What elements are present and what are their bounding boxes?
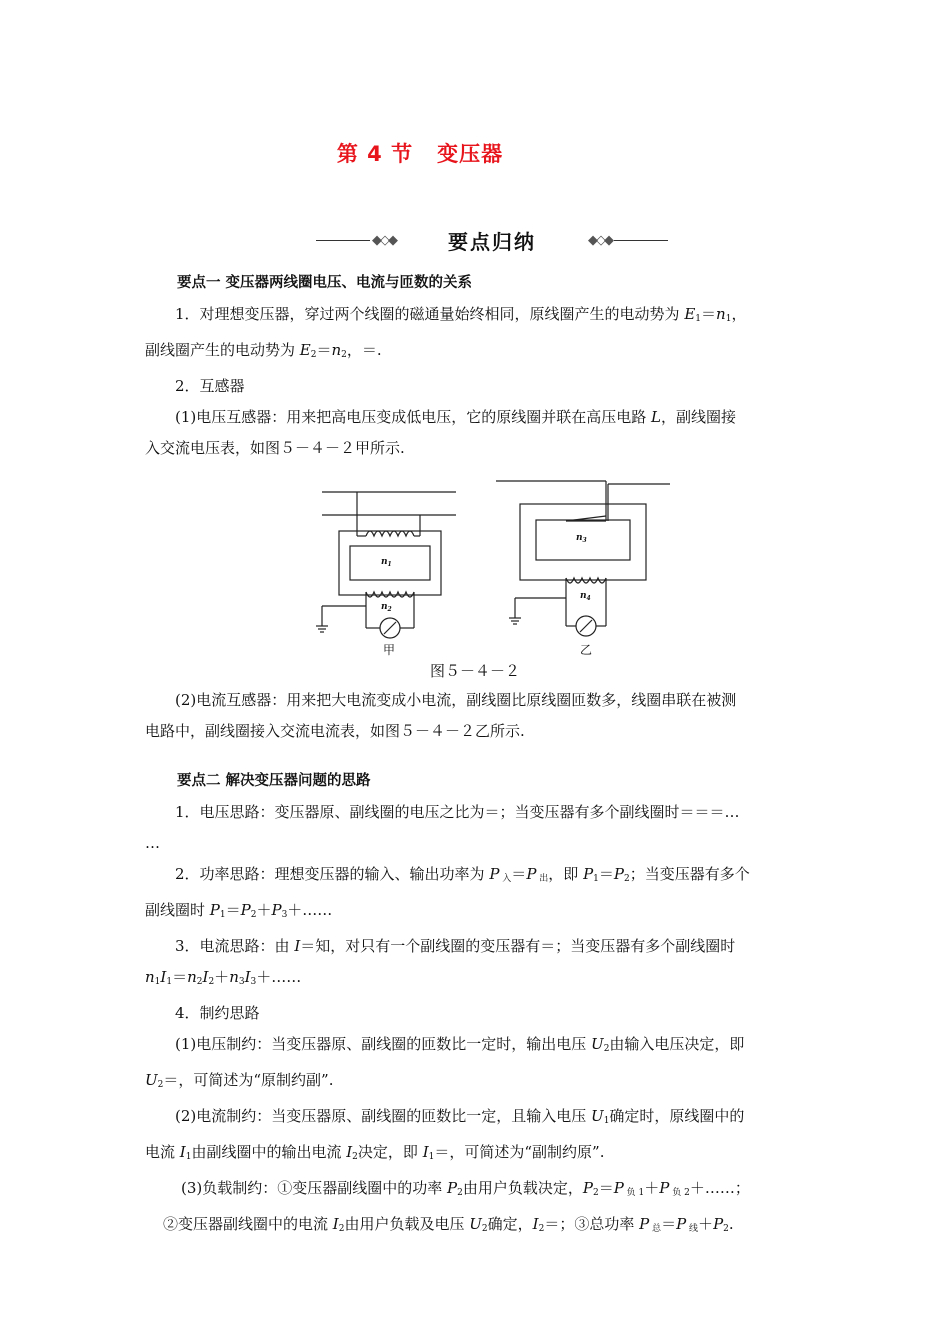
point2-item1-cont: … <box>145 834 160 852</box>
point1-item2: 2．互感器 <box>175 377 245 395</box>
banner-right-ornament-icon: ◆◇◆ <box>588 233 612 248</box>
point2-item4-2-cont: 电流 $I_1$由副线圈中的输出电流 $I_2$决定，即 $I_1=$，可简述为“副制约原”. <box>145 1143 605 1162</box>
point2-item4-2-f: ＝，可简述为“副制约原”. <box>434 1143 605 1161</box>
voltmeter-needle <box>384 622 396 634</box>
point1-item1-end: ，＝. <box>346 341 382 359</box>
banner-left-ornament-icon: ◆◇◆ <box>372 233 396 248</box>
point2-item4-1-cont: $U_2=$，可简述为“原制约副”. <box>145 1071 334 1090</box>
point1-item1: 1．对理想变压器，穿过两个线圈的磁通量始终相同，原线圈产生的电动势为 $E_1=n_1$， <box>175 305 747 324</box>
page-title <box>0 138 840 168</box>
figure-label-right: 乙 <box>580 643 593 657</box>
coil-n1 <box>366 531 414 536</box>
transformer-figure <box>310 476 680 666</box>
title-topic: 变压器 <box>437 142 504 166</box>
point1-block <box>145 268 809 464</box>
point2-item4-3-c: ②变压器副线圈中的电流 <box>163 1215 333 1233</box>
point1-item1-text: 1．对理想变压器，穿过两个线圈的磁通量始终相同，原线圈产生的电动势为 <box>175 305 685 323</box>
point2-item4-3-d: 由用户负载及电压 <box>344 1215 470 1233</box>
point2-item3-cont: $n_1I_1=n_2I_2+n_3I_3+\dots\dots$ <box>145 968 302 987</box>
point2-item2-text: 2．功率思路：理想变压器的输入、输出功率为 <box>175 865 490 883</box>
point2-item4-2-e: 决定，即 <box>357 1143 423 1161</box>
point2-item4-3-cont: ②变压器副线圈中的电流 $I_2$由用户负载及电压 $U_2$确定，$I_2=$；③总功率 P $_总$＝P $_线+P_2$. <box>163 1215 734 1234</box>
point2-item4-3-f: ＝；③总功率 <box>544 1215 640 1233</box>
circuit-L: L <box>651 408 661 426</box>
section-banner <box>316 226 668 256</box>
point2-item4-2-text2: 确定时，原线圈中的 <box>609 1107 745 1125</box>
point2-item4-2-d: 由副线圈中的输出电流 <box>191 1143 347 1161</box>
point2-item3: 3．电流思路：由 I＝知，对只有一个副线圈的变压器有＝；当变压器有多个副线圈时 <box>175 937 736 955</box>
point1-item2-1-text: (1)电压互感器：用来把高电压变成低电压，它的原线圈并联在高压电路 <box>175 408 652 426</box>
point2-item4-2: (2)电流制约：当变压器原、副线圈的匝数比一定，且输入电压 $U_1$确定时，原线圈中的 <box>175 1107 745 1126</box>
point1-item1-cont-text: 副线圈产生的电动势为 <box>145 341 300 359</box>
point2-item2: 2．功率思路：理想变压器的输入、输出功率为 P $_入$＝P $_出$，即 $P_1=P_2$；当变压器有多个 <box>175 865 750 884</box>
banner-text: 要点归纳 <box>448 230 536 254</box>
point2-item4-1-text: (1)电压制约：当变压器原、副线圈的匝数比一定时，输出电压 <box>175 1035 592 1053</box>
ammeter-needle <box>580 620 592 632</box>
label-n1: $n_1$ <box>381 557 392 568</box>
figure-label-left: 甲 <box>383 643 396 657</box>
point2-item4-2-c: 电流 <box>145 1143 180 1161</box>
point2-item4-1-text3: ＝，可简述为“原制约副”. <box>163 1071 334 1089</box>
point2-item4-1-text2: 由输入电压决定，即 <box>609 1035 745 1053</box>
point2-item2-cont: 副线圈时 $P_1=P_2+P_3+\dots\dots$ <box>145 901 333 920</box>
figure-caption: 图５－４－２ <box>429 662 520 680</box>
point1-item2-2: (2)电流互感器：用来把大电流变成小电流，副线圈比原线圈匝数多，线圈串联在被测 <box>175 691 737 709</box>
title-section-number: 第 4 节 <box>336 142 414 166</box>
point1-item2-1-cont: 入交流电压表，如图５－４－２甲所示. <box>145 439 405 457</box>
point2-item4: 4．制约思路 <box>175 1004 260 1022</box>
point2-block <box>145 766 809 1245</box>
label-n3: $n_3$ <box>576 533 587 544</box>
point2-item4-3-text2: 由用户负载决定， <box>462 1179 583 1197</box>
point2-item3-text: 3．电流思路：由 <box>175 937 295 955</box>
point2-item3-text2: ＝知，对只有一个副线圈的变压器有＝；当变压器有多个副线圈时 <box>300 937 736 955</box>
point1-item1-cont: 副线圈产生的电动势为 $E_2=n_2$，＝. <box>145 341 382 360</box>
point2-item4-2-text: (2)电流制约：当变压器原、副线圈的匝数比一定，且输入电压 <box>175 1107 592 1125</box>
point1-item2-2-cont: 电路中，副线圈接入交流电流表，如图５－４－２乙所示. <box>145 722 525 740</box>
point2-item1: 1．电压思路：变压器原、副线圈的电压之比为＝；当变压器有多个副线圈时＝＝＝… <box>175 803 740 821</box>
point2-item4-3-e: 确定， <box>487 1215 533 1233</box>
point2-item2-cont-text: 副线圈时 <box>145 901 210 919</box>
point2-item4-3: (3)负载制约：①变压器副线圈中的功率 $P_2$由用户负载决定，$P_2=P$ $_{负 1}$＋P $_{负 2}$＋……； <box>181 1179 750 1198</box>
point2-item4-1: (1)电压制约：当变压器原、副线圈的匝数比一定时，输出电压 $U_2$由输入电压决定，即 <box>175 1035 745 1054</box>
point1-heading: 要点一 变压器两线圈电压、电流与匝数的关系 <box>177 275 473 291</box>
label-n2: $n_2$ <box>381 602 392 613</box>
point1-item2-1-text2: ，副线圈接 <box>661 408 737 426</box>
point2-heading: 要点二 解决变压器问题的思路 <box>177 773 371 789</box>
point1-item2-1 <box>145 402 809 433</box>
banner-right-line <box>614 240 668 241</box>
dummy3 <box>606 484 670 509</box>
label-n4: $n_4$ <box>580 591 591 602</box>
point1-block-cont <box>145 685 809 747</box>
point2-item4-3-text: (3)负载制约：①变压器副线圈中的功率 <box>181 1179 448 1197</box>
